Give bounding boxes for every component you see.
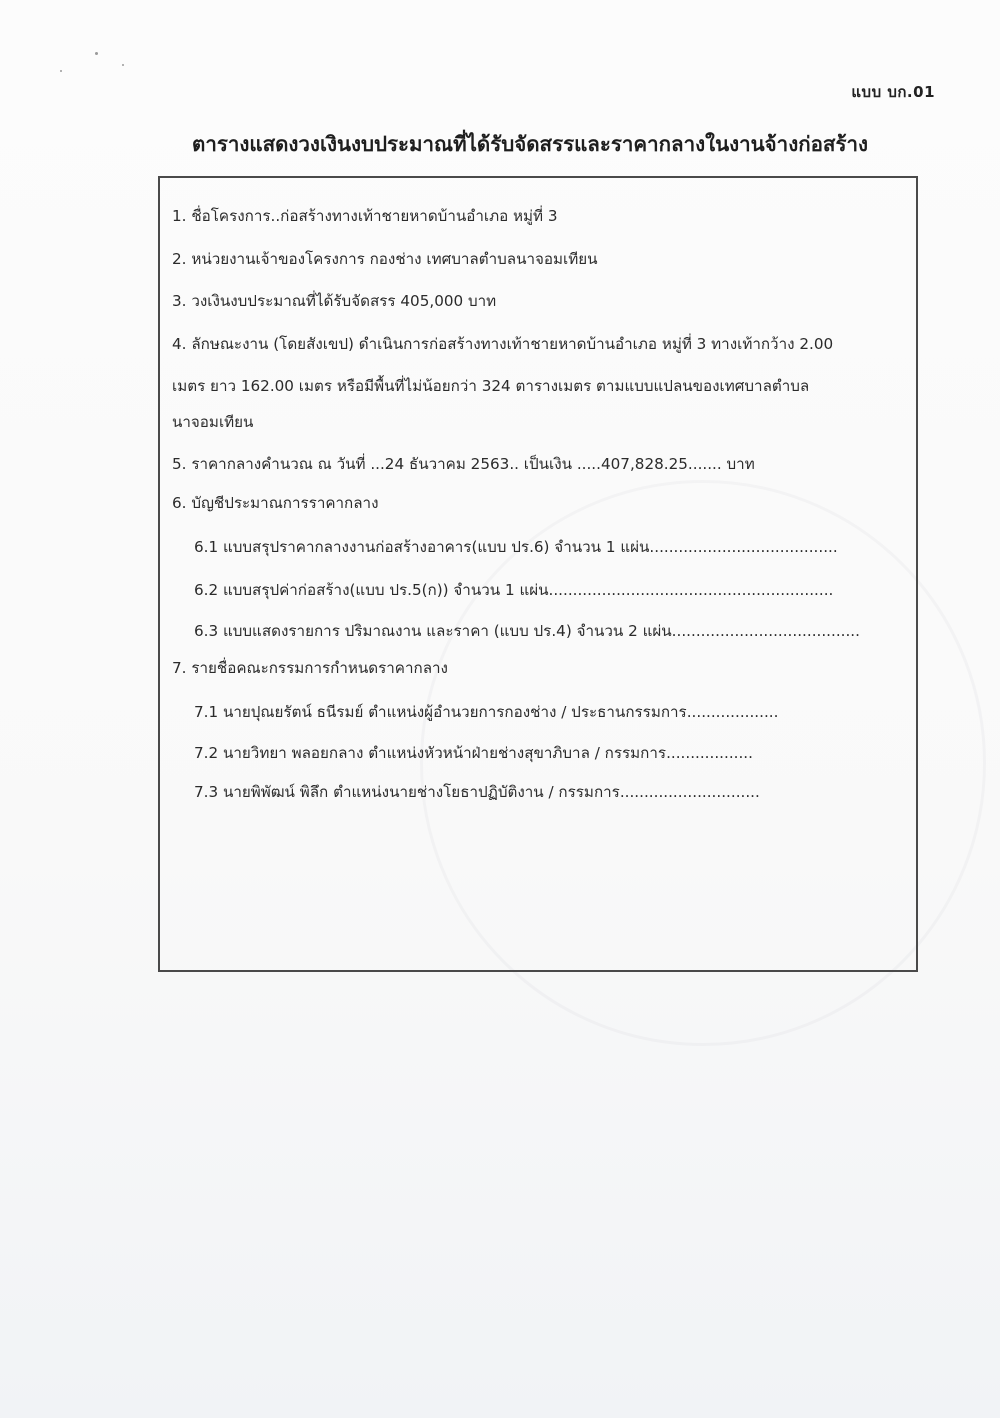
estimate-list-heading: 6. บัญชีประมาณการราคากลาง — [172, 494, 379, 512]
committee-member-7-3: 7.3 นายพิพัฒน์ พิลึก ตำแหน่งนายช่างโยธาปฏิบัติงาน / กรรมการ............................. — [194, 783, 760, 801]
scan-speck — [122, 64, 124, 66]
document-title: ตารางแสดงวงเงินงบประมาณที่ได้รับจัดสรรและราคากลางในงานจ้างก่อสร้าง — [192, 132, 868, 156]
work-description-line-1: 4. ลักษณะงาน (โดยสังเขป) ดำเนินการก่อสร้างทางเท้าชายหาดบ้านอำเภอ หมู่ที่ 3 ทางเท้ากว้าง 2.00 — [172, 335, 834, 353]
budget-line: 3. วงเงินงบประมาณที่ได้รับจัดสรร 405,000 บาท — [172, 292, 497, 310]
committee-member-7-2: 7.2 นายวิทยา พลอยกลาง ตำแหน่งหัวหน้าฝ่ายช่างสุขาภิบาล / กรรมการ.................. — [194, 744, 753, 762]
owner-agency-line: 2. หน่วยงานเจ้าของโครงการ กองช่าง เทศบาลตำบลนาจอมเทียน — [172, 250, 598, 268]
scan-speck — [95, 52, 98, 55]
reference-price-line: 5. ราคากลางคำนวณ ณ วันที่ ...24 ธันวาคม 2563.. เป็นเงิน .....407,828.25....... บาท — [172, 455, 755, 473]
project-name-line: 1. ชื่อโครงการ..ก่อสร้างทางเท้าชายหาดบ้านอำเภอ หมู่ที่ 3 — [172, 207, 558, 225]
scan-speck — [60, 70, 62, 72]
committee-member-7-1: 7.1 นายปุณยรัตน์ ธนีรมย์ ตำแหน่งผู้อำนวยการกองช่าง / ประธานกรรมการ................... — [194, 703, 779, 721]
estimate-item-6-2: 6.2 แบบสรุปค่าก่อสร้าง(แบบ ปร.5(ก)) จำนวน 1 แผ่น........................................................... — [194, 581, 834, 599]
committee-heading: 7. รายชื่อคณะกรรมการกำหนดราคากลาง — [172, 659, 448, 677]
form-code: แบบ บก.01 — [851, 83, 935, 101]
estimate-item-6-1: 6.1 แบบสรุปราคากลางงานก่อสร้างอาคาร(แบบ ปร.6) จำนวน 1 แผ่น....................................... — [194, 538, 838, 556]
work-description-line-3: นาจอมเทียน — [172, 413, 254, 431]
work-description-line-2: เมตร ยาว 162.00 เมตร หรือมีพื้นที่ไม่น้อยกว่า 324 ตารางเมตร ตามแบบแปลนของเทศบาลตำบล — [172, 377, 810, 395]
estimate-item-6-3: 6.3 แบบแสดงรายการ ปริมาณงาน และราคา (แบบ ปร.4) จำนวน 2 แผ่น....................................... — [194, 622, 860, 640]
